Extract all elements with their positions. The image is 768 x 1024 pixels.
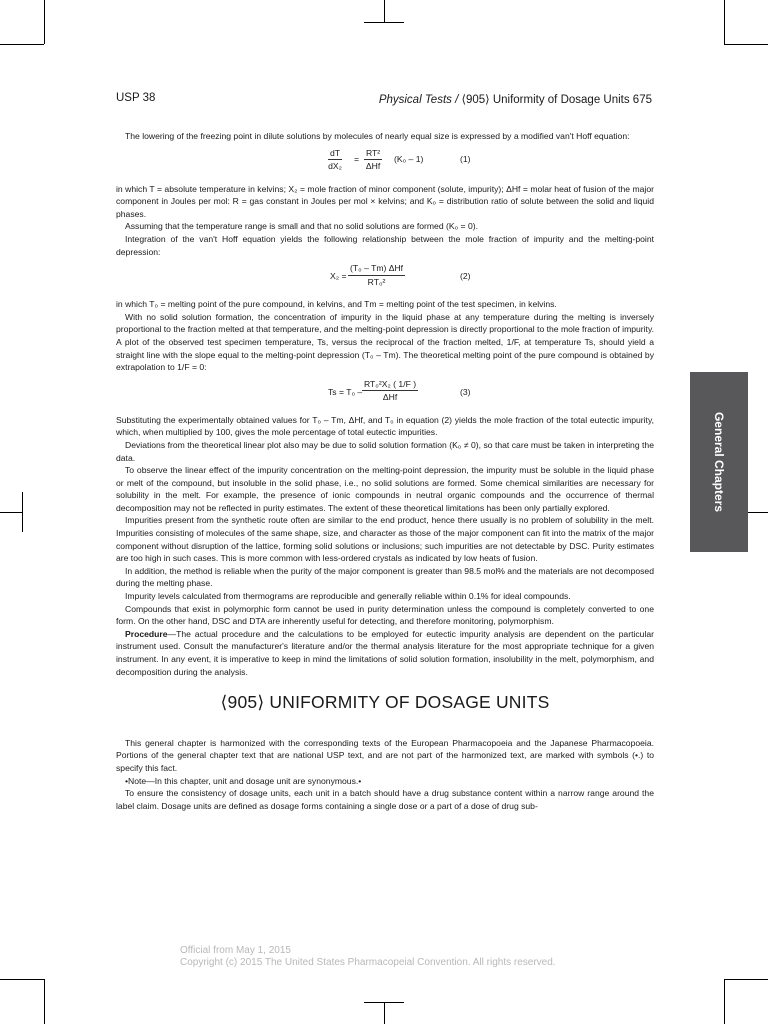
crop-mark	[724, 979, 725, 1024]
note-paragraph: •Note—In this chapter, unit and dosage unit are synonymous.•	[125, 775, 362, 786]
side-tab-label: General Chapters	[712, 411, 726, 513]
crop-mark	[0, 512, 22, 513]
paragraph: To observe the linear effect of the impurity concentration on the melting-point depression, the impurity must be soluble in the liquid phase or melt of the compound, but insoluble in the solid phase, i.e., no solid solutions are formed. Some chemical similarities are necessary for solubility in the melt. For example, the presence of ionic compounds in neutral organic compounds and the occurrence of thermal decomposition may not be reflected in purity estimates. The extent of these theoretical limitations has been only partially explored.	[116, 465, 654, 513]
paragraph: Substituting the experimentally obtained values for T₀ – Tm, ΔHf, and T₀ in equation (2) yields the mole fraction of the total eutectic impurity, which, when multiplied by 100, gives the mole percentage of total eutectic impurities.	[116, 414, 654, 438]
crop-mark	[22, 492, 23, 532]
paragraph: With no solid solution formation, the concentration of impurity in the liquid phase at any temperature during the melting is inversely proportional to the fraction melted at that temperature, and the melting-point depression is directly proportional to the mole fraction of impurity. A plot of the observed test specimen temperature, Ts, versus the reciprocal of the fraction melted, 1/F, at temperature Ts, should yield a straight line with the slope equal to the melting-point depression (T₀ – Tm). The theoretical melting point of the pure compound is obtained by extrapolation to 1/F = 0:	[116, 311, 654, 373]
eq1-rhs	[364, 147, 382, 173]
eq1-tail: (K₀ – 1)	[394, 153, 424, 164]
equation-1	[116, 143, 654, 183]
crop-mark	[384, 1002, 385, 1024]
paragraph: Assuming that the temperature range is small and that no solid solutions are formed (K₀ = 0).	[125, 221, 478, 232]
paragraph: in which T₀ = melting point of the pure compound, in kelvins, and Tm = melting point of the test specimen, in kelvins.	[116, 299, 557, 310]
eq2-den: RT₀²	[367, 276, 386, 287]
footer	[180, 945, 556, 969]
crop-mark	[724, 0, 725, 44]
header-right	[379, 92, 652, 106]
crop-mark	[364, 1002, 404, 1003]
eq3-number: (3)	[460, 386, 471, 397]
paragraph: Integration of the van't Hoff equation yields the following relationship between the mole fraction of impurity and the melting-point depression:	[116, 233, 654, 257]
eq1-rhs-den: ΔHf	[365, 161, 381, 172]
eq2-lhs: X₂ =	[330, 271, 347, 282]
paragraph: Impurity levels calculated from thermograms are reproducible and generally reliable within 0.1% for ideal compounds.	[125, 591, 571, 602]
paragraph: Impurities present from the synthetic route often are similar to the end product, hence there usually is no problem of solubility in the melt. Impurities consisting of molecules of the same shape, size, and character as those of the major component can fit into the matrix of the major component without disruption of the lattice, forming solid solutions or inclusions; such impurities are not detectable by DSC. Purity estimates are too high in such cases. This is more common with less-ordered crystals as indicated by low heats of fusion.	[116, 515, 654, 564]
page-body	[116, 130, 654, 812]
eq3-fraction	[362, 378, 418, 404]
header-right-italic: Physical Tests /	[378, 94, 462, 106]
header-left: USP 38	[116, 92, 156, 104]
eq1-rhs-num: RT²	[364, 147, 382, 161]
header-right-text: ⟨905⟩ Uniformity of Dosage Units 675	[461, 94, 652, 106]
crop-mark	[0, 44, 44, 45]
procedure-label: Procedure	[125, 628, 168, 639]
eq1-lhs-den: dX₂	[328, 161, 342, 172]
crop-mark	[44, 979, 45, 1024]
equation-3	[116, 374, 654, 414]
paragraph: Deviations from the theoretical linear plot also may be due to solid solution formation (K₀ ≠ 0), so that care must be taken in interpreting the data.	[116, 439, 654, 463]
eq3-num: RT₀²X₂ ( 1/F )	[362, 378, 418, 392]
eq1-number: (1)	[460, 153, 471, 164]
crop-mark	[364, 22, 404, 23]
eq2-fraction	[348, 262, 405, 288]
procedure-text: —The actual procedure and the calculations to be employed for eutectic impurity analysis are dependent on the particular instrument used. Consult the manufacturer's literature and/or the thermal analysis literature for the most appropriate technique for a given instrument. In any event, it is imperative to keep in mind the limitations of solid solution formation, insolubility in the melt, polymorphism, and decomposition during the analysis.	[116, 628, 654, 677]
eq1-equals: =	[354, 153, 360, 164]
eq2-num: (T₀ – Tm) ΔHf	[348, 262, 405, 276]
eq1-lhs	[328, 147, 342, 173]
procedure-paragraph	[116, 628, 654, 678]
crop-mark	[384, 0, 385, 22]
paragraph: Compounds that exist in polymorphic form cannot be used in purity determination unless the compound is completely converted to one form. On the other hand, DSC and DTA are inherently useful for detecting, and therefore monitoring, polymorphism.	[116, 603, 654, 627]
paragraph: This general chapter is harmonized with the corresponding texts of the European Pharmacopoeia and the Japanese Pharmacopoeia. Portions of the general chapter text that are national USP text, and are not part of the harmonized text, are marked with symbols (•.) to specify this fact.	[116, 737, 654, 773]
side-tab	[690, 372, 748, 552]
crop-mark	[0, 979, 44, 980]
paragraph: in which T = absolute temperature in kelvins; X₂ = mole fraction of minor component (solute, impurity); ΔHf = molar heat of fusion of the major component in Joules per mol: R = gas constant in Joules per mol × kelvins; and K₀ = distribution ratio of solute between the solid and liquid phases.	[116, 183, 654, 219]
crop-mark	[724, 979, 768, 980]
paragraph: To ensure the consistency of dosage units, each unit in a batch should have a drug substance content within a narrow range around the label claim. Dosage units are defined as dosage forms containing a single dose or a part of a dose of drug sub-	[116, 788, 654, 811]
eq2-number: (2)	[460, 271, 471, 282]
eq3-den: ΔHf	[382, 392, 398, 403]
equation-2	[116, 258, 654, 298]
section-title: ⟨905⟩ UNIFORMITY OF DOSAGE UNITS	[220, 692, 550, 713]
eq1-lhs-num: dT	[328, 147, 342, 161]
paragraph: The lowering of the freezing point in dilute solutions by molecules of nearly equal size is expressed by a modified van't Hoff equation:	[125, 131, 630, 141]
crop-mark	[724, 44, 768, 45]
crop-mark	[746, 512, 768, 513]
eq3-lhs: Ts = T₀ –	[328, 386, 363, 397]
paragraph: In addition, the method is reliable when the purity of the major component is greater than 98.5 mol% and the materials are not decomposed during the melting phase.	[116, 565, 654, 589]
footer-official: Official from May 1, 2015	[180, 945, 291, 956]
running-header	[116, 92, 652, 108]
crop-mark	[44, 0, 45, 44]
footer-copyright: Copyright (c) 2015 The United States Pharmacopeial Convention. All rights reserved.	[180, 957, 556, 968]
